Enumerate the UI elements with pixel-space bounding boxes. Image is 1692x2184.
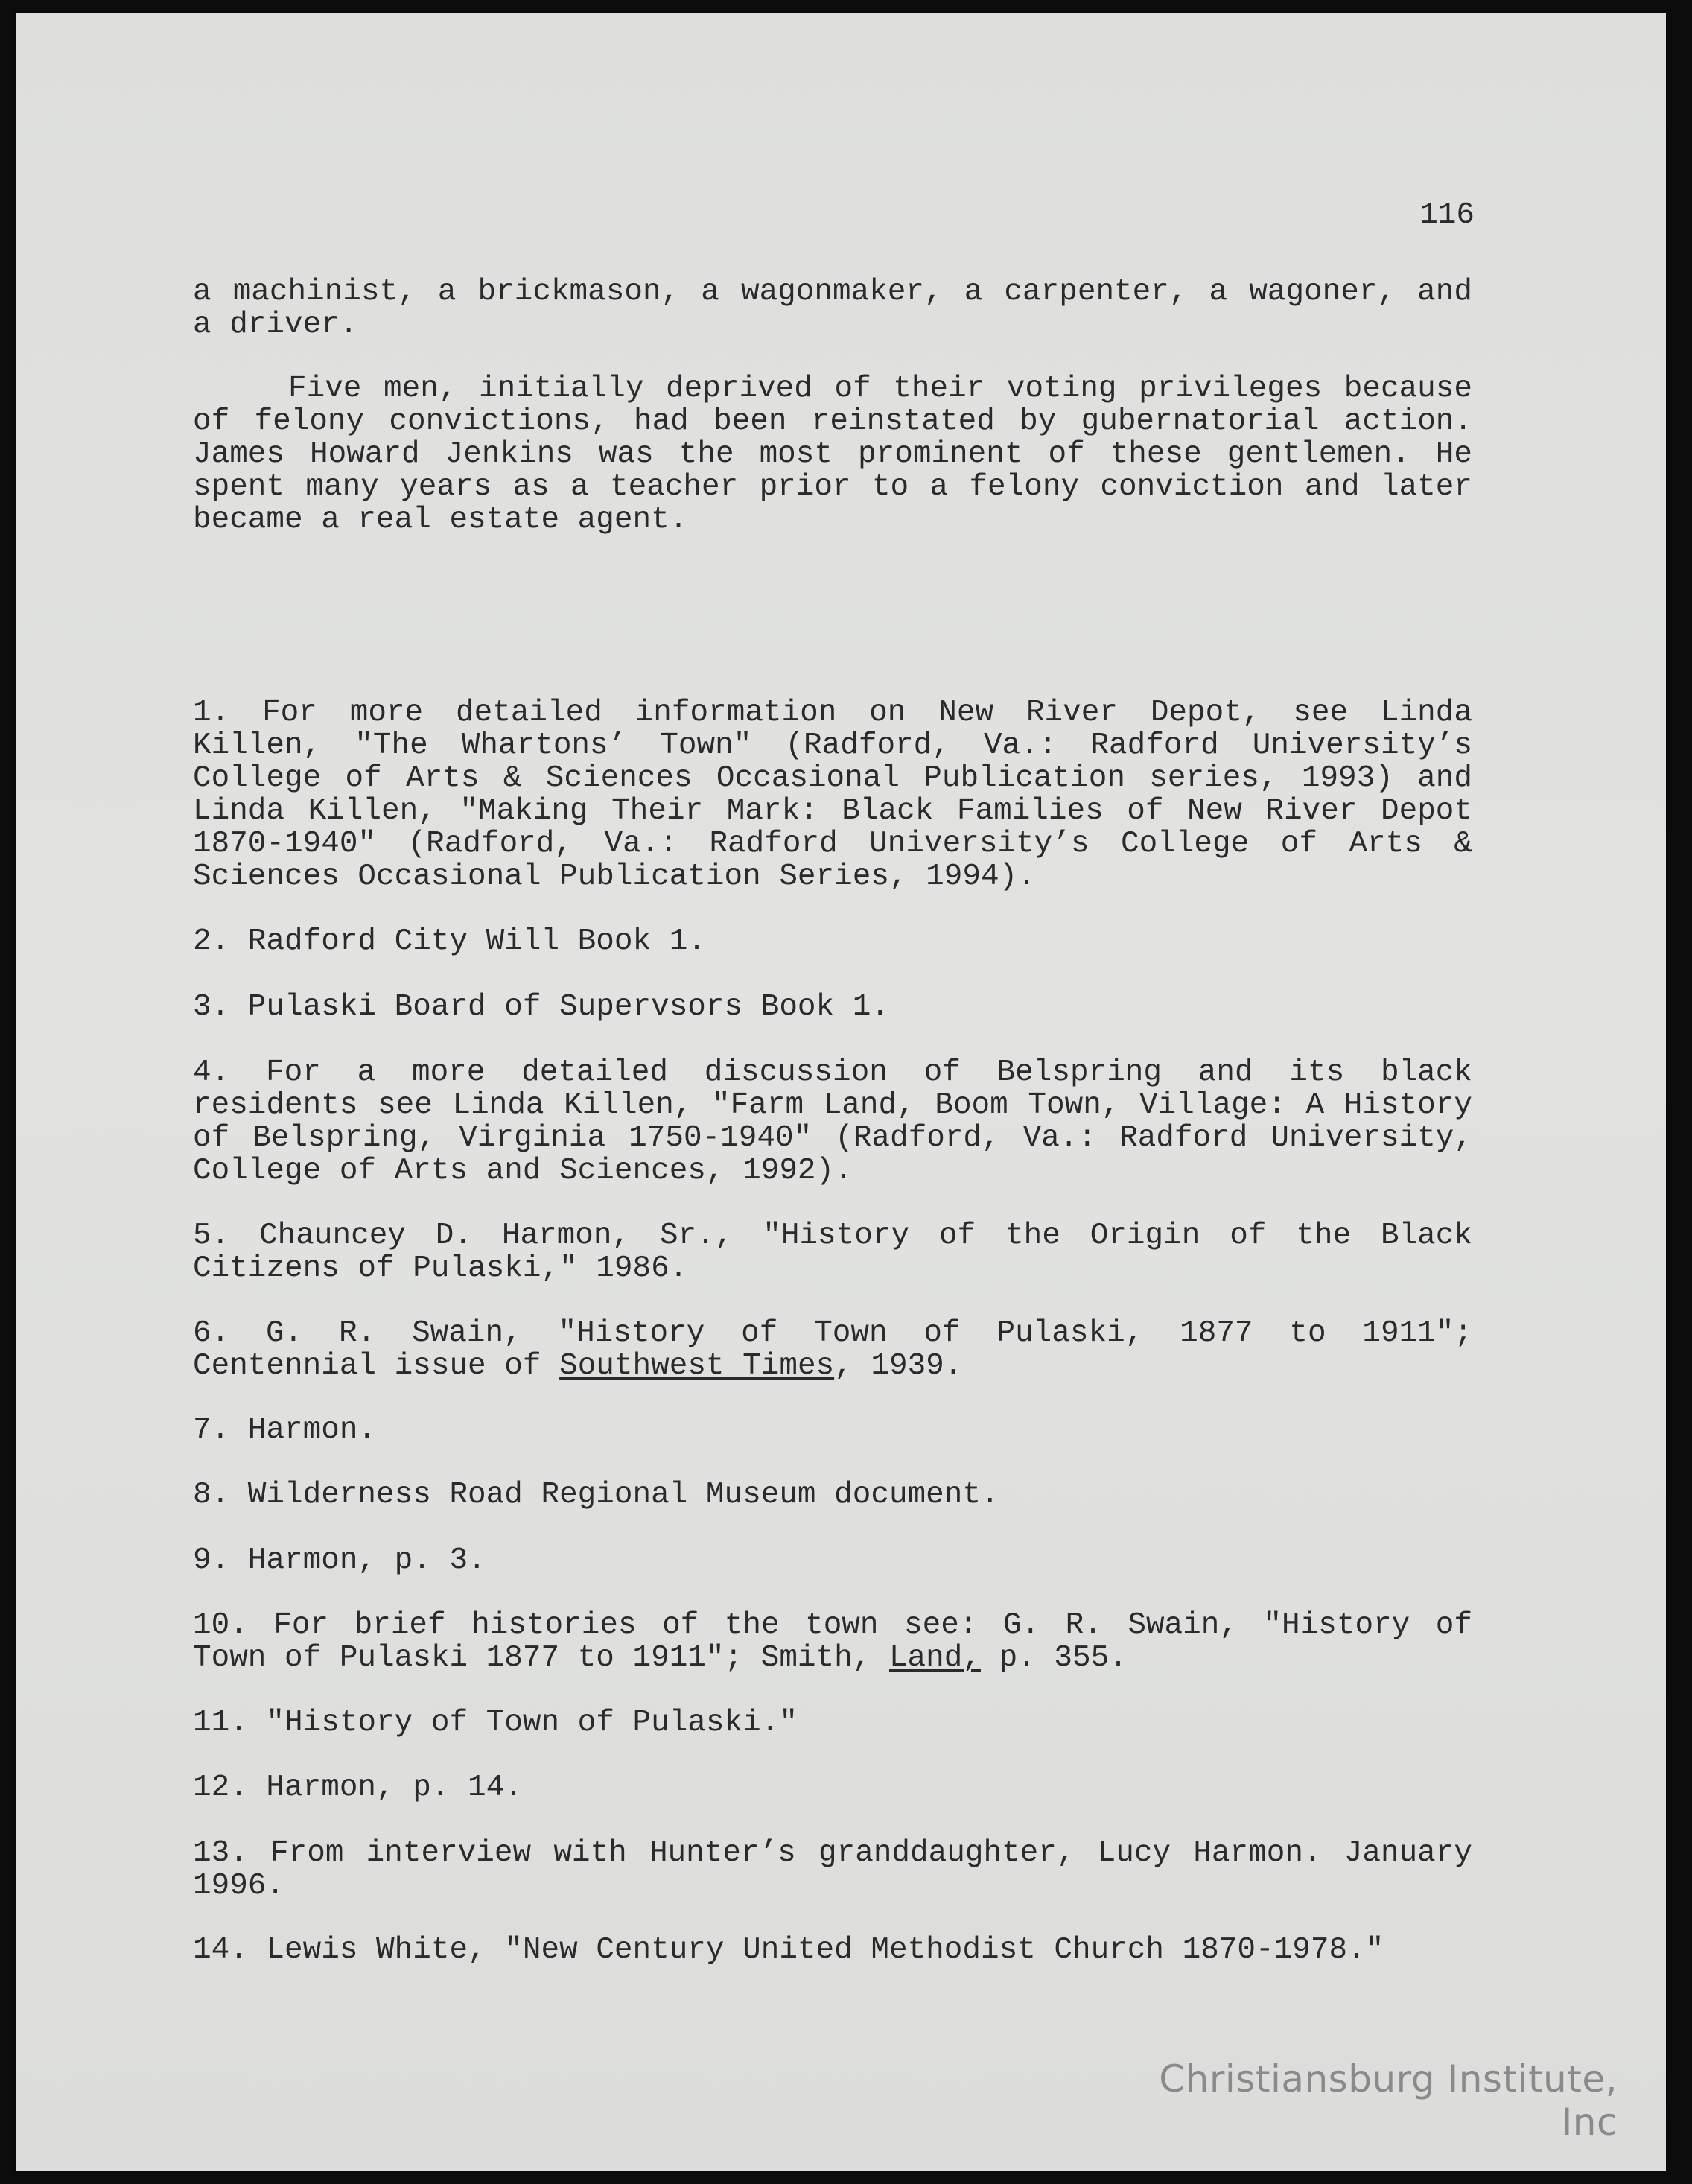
footnote-2: 2. Radford City Will Book 1. [193, 924, 706, 959]
footnote-12: 12. Harmon, p. 14. [193, 1771, 523, 1805]
footnote-5: 5. Chauncey D. Harmon, Sr., "History of the Origin of the Black Citizens of Pulaski," 1986. [193, 1219, 1472, 1286]
watermark: Christiansburg Institute, Inc [1159, 2057, 1618, 2144]
paragraph-continuation: a machinist, a brickmason, a wagonmaker, a carpenter, a wagoner, and a driver. [193, 275, 1472, 342]
footnote-10 [193, 1609, 1472, 1674]
footnote-10-page: p. 355. [980, 1641, 1128, 1675]
footnote-6-text: 6. G. R. Swain, "History of Town of Pulaski, 1877 to 1911"; Centennial issue of [193, 1316, 1472, 1383]
footnote-13: 13. From interview with Hunter’s granddaughter, Lucy Harmon. January 1996. [193, 1836, 1472, 1903]
footnote-10-text: 10. For brief histories of the town see: G. R. Swain, "History of Town of Pulaski 1877 to 1911"; Smith, [193, 1608, 1472, 1675]
page-number: 116 [1419, 198, 1475, 232]
footnote-1: 1. For more detailed information on New River Depot, see Linda Killen, "The Whartons’ Town" (Radford, Va.: Radford University’s College of Arts & Sciences Occasional Publication series, 1993) and Linda Killen, "Making Their Mark: Black Families of New River Depot 1870-1940" (Radford, Va.: Radford University’s College of Arts & Sciences Occasional Publication Series, 1994). [193, 696, 1472, 894]
paragraph-voting-privileges: Five men, initially deprived of their voting privileges because of felony convictions, had been reinstated by gubernatorial action. James Howard Jenkins was the most prominent of these gentlemen. He spent many years as a teacher prior to a felony conviction and later became a real estate agent. [193, 372, 1472, 537]
footnote-11: 11. "History of Town of Pulaski." [193, 1706, 798, 1740]
footnote-6-year: , 1939. [834, 1349, 963, 1383]
footnote-14: 14. Lewis White, "New Century United Methodist Church 1870-1978." [193, 1933, 1384, 1967]
footnote-6 [193, 1317, 1472, 1383]
footnote-8: 8. Wilderness Road Regional Museum document. [193, 1478, 999, 1512]
footnote-9: 9. Harmon, p. 3. [193, 1543, 486, 1578]
footnote-4: 4. For a more detailed discussion of Belspring and its black residents see Linda Killen, "Farm Land, Boom Town, Village: A History of Belspring, Virginia 1750-1940" (Radford, Va.: Radford University, College of Arts and Sciences, 1992). [193, 1056, 1472, 1188]
footnote-7: 7. Harmon. [193, 1413, 377, 1447]
footnote-6-title: Southwest Times [559, 1349, 835, 1383]
footnote-10-title: Land, [888, 1641, 981, 1675]
footnote-3: 3. Pulaski Board of Supervsors Book 1. [193, 990, 889, 1024]
